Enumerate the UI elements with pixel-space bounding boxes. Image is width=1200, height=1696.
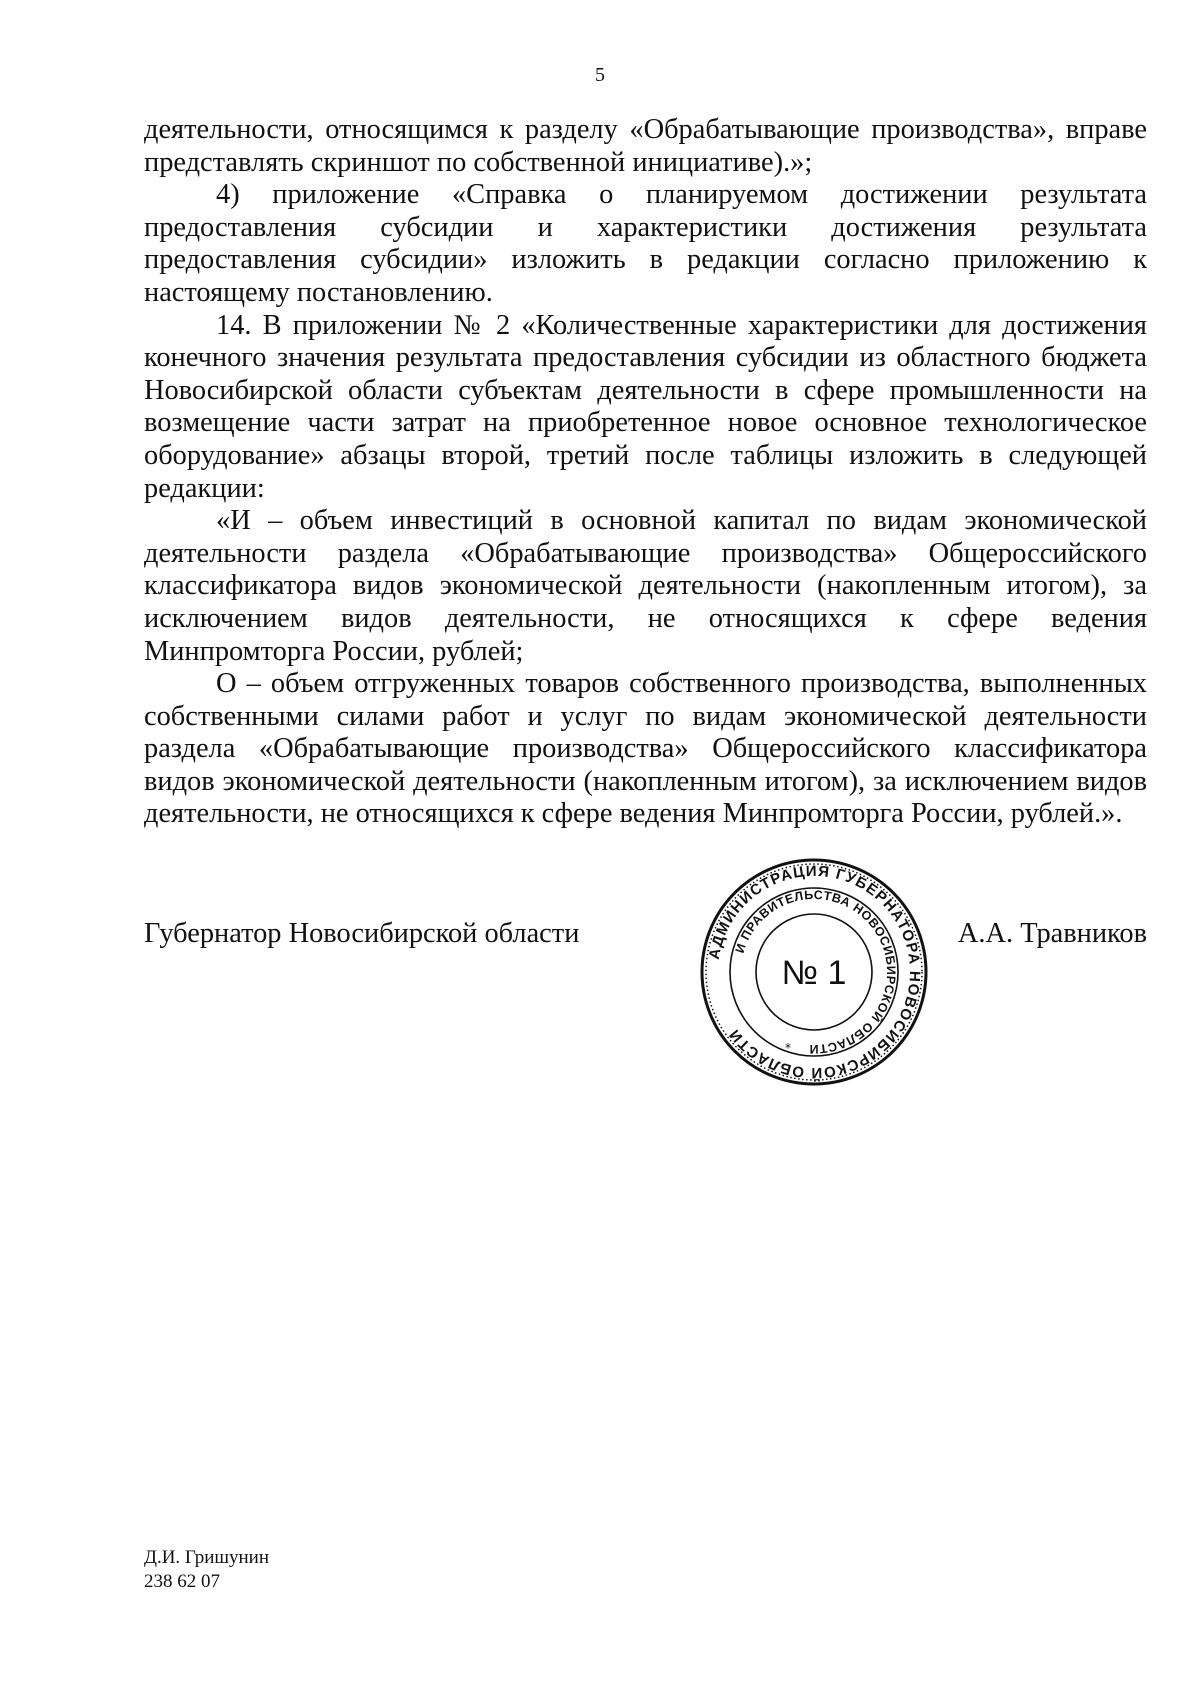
executor-name: Д.И. Гришунин bbox=[144, 1547, 270, 1568]
seal-icon bbox=[698, 856, 930, 1088]
page-number: 5 bbox=[595, 64, 605, 86]
official-seal bbox=[698, 856, 930, 1088]
seal-inner-text: И ПРАВИТЕЛЬСТВА НОВОСИБИРСКОЙ ОБЛАСТИ bbox=[732, 887, 899, 1057]
paragraph-continuation: деятельности, относящимся к разделу «Обрабатывающие производства», вправе представлять скриншот по собственной инициативе).»; bbox=[144, 114, 1147, 178]
paragraph-item-14: 14. В приложении № 2 «Количественные характеристики для достижения конечного значения результата предоставления субсидии из областного бюджета Новосибирской области субъектам деятельности в сфере промышленности на возмещение части затрат на приобретенное новое основное технологическое оборудование» абзацы второй, третий после таблицы изложить в следующей редакции: bbox=[144, 309, 1147, 504]
paragraph-definition-i: «И – объем инвестиций в основной капитал по видам экономической деятельности раздела «Обрабатывающие производства» Общероссийского классификатора видов экономической деятельности (накопленным итогом), за исключением видов деятельности, не относящихся к сфере ведения Минпромторга России, рублей; bbox=[144, 505, 1147, 667]
executor-block bbox=[144, 1546, 269, 1594]
signatory-name: А.А. Травников bbox=[957, 918, 1147, 949]
document-body bbox=[144, 114, 1147, 831]
seal-outer-text: АДМИНИСТРАЦИЯ ГУБЕРНАТОРА НОВОСИБИРСКОЙ ОБЛАСТИ bbox=[705, 862, 924, 1082]
signatory-position: Губернатор Новосибирской области bbox=[144, 918, 580, 949]
paragraph-definition-o: О – объем отгруженных товаров собственного производства, выполненных собственными силами работ и услуг по видам экономической деятельности раздела «Обрабатывающие производства» Общероссийского классификатора видов экономической деятельности (накопленным итогом), за исключением видов деятельности, не относящихся к сфере ведения Минпромторга России, рублей.». bbox=[144, 668, 1147, 830]
executor-phone: 238 62 07 bbox=[144, 1571, 220, 1592]
paragraph-item-4: 4) приложение «Справка о планируемом достижении результата предоставления субсидии и характеристики достижения результата предоставления субсидии» изложить в редакции согласно приложению к настоящему постановлению. bbox=[144, 179, 1147, 308]
seal-center-text: № 1 bbox=[781, 954, 847, 992]
svg-text:*: * bbox=[785, 1041, 791, 1055]
